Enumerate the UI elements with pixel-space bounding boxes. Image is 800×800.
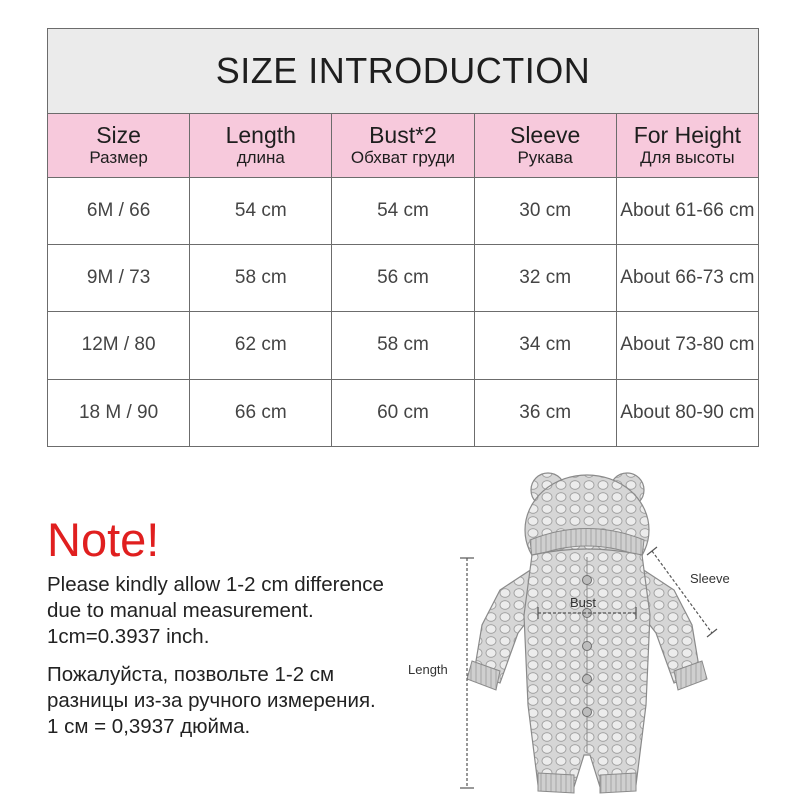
sleeve-label: Sleeve bbox=[690, 571, 730, 586]
note-line-en: due to manual measurement. bbox=[47, 599, 314, 622]
table-row bbox=[48, 379, 759, 446]
note-line-ru: разницы из-за ручного измерения. bbox=[47, 689, 376, 712]
header-sub: длина bbox=[236, 148, 285, 168]
cell-length: 54 cm bbox=[190, 177, 332, 244]
length-label: Length bbox=[408, 662, 448, 677]
cell-length: 58 cm bbox=[190, 245, 332, 312]
header-bust bbox=[332, 114, 474, 177]
header-sub: Для высоты bbox=[640, 148, 735, 168]
cell-size: 6M / 66 bbox=[48, 177, 190, 244]
header-main: For Height bbox=[633, 122, 742, 149]
cell-sleeve: 32 cm bbox=[474, 245, 616, 312]
header-main: Bust*2 bbox=[369, 122, 437, 149]
cell-length: 66 cm bbox=[190, 379, 332, 446]
cell-height: About 66-73 cm bbox=[616, 245, 758, 312]
romper-garment bbox=[467, 473, 707, 793]
cell-bust: 58 cm bbox=[332, 312, 474, 379]
romper-illustration bbox=[400, 455, 800, 800]
cell-bust: 60 cm bbox=[332, 379, 474, 446]
cell-height: About 73-80 cm bbox=[616, 312, 758, 379]
cell-height: About 61-66 cm bbox=[616, 177, 758, 244]
note-line-ru: 1 см = 0,3937 дюйма. bbox=[47, 715, 251, 738]
cell-length: 62 cm bbox=[190, 312, 332, 379]
table-row bbox=[48, 177, 759, 244]
cell-sleeve: 30 cm bbox=[474, 177, 616, 244]
cell-bust: 54 cm bbox=[332, 177, 474, 244]
cell-size: 12M / 80 bbox=[48, 312, 190, 379]
header-size bbox=[48, 114, 190, 177]
header-length bbox=[190, 114, 332, 177]
cell-height: About 80-90 cm bbox=[616, 379, 758, 446]
note-line-en: 1cm=0.3937 inch. bbox=[47, 625, 210, 648]
header-main: Sleeve bbox=[509, 122, 581, 149]
table-row bbox=[48, 312, 759, 379]
header-main: Size bbox=[96, 122, 141, 149]
header-height bbox=[616, 114, 758, 177]
note-line-en: Please kindly allow 1-2 cm difference bbox=[47, 573, 384, 596]
cell-size: 18 M / 90 bbox=[48, 379, 190, 446]
header-main: Length bbox=[225, 122, 296, 149]
header-row bbox=[48, 114, 759, 177]
size-table bbox=[47, 28, 759, 447]
header-sleeve bbox=[474, 114, 616, 177]
cell-bust: 56 cm bbox=[332, 245, 474, 312]
table-row bbox=[48, 245, 759, 312]
cell-sleeve: 34 cm bbox=[474, 312, 616, 379]
bust-label: Bust bbox=[570, 595, 597, 610]
header-sub: Рукава bbox=[517, 148, 573, 168]
cell-sleeve: 36 cm bbox=[474, 379, 616, 446]
header-sub: Размер bbox=[89, 148, 148, 168]
note-title: Note! bbox=[47, 513, 160, 566]
note-line-ru: Пожалуйста, позвольте 1-2 см bbox=[47, 663, 335, 686]
table-title: SIZE INTRODUCTION bbox=[48, 29, 759, 114]
header-sub: Обхват груди bbox=[350, 148, 456, 168]
cell-size: 9M / 73 bbox=[48, 245, 190, 312]
